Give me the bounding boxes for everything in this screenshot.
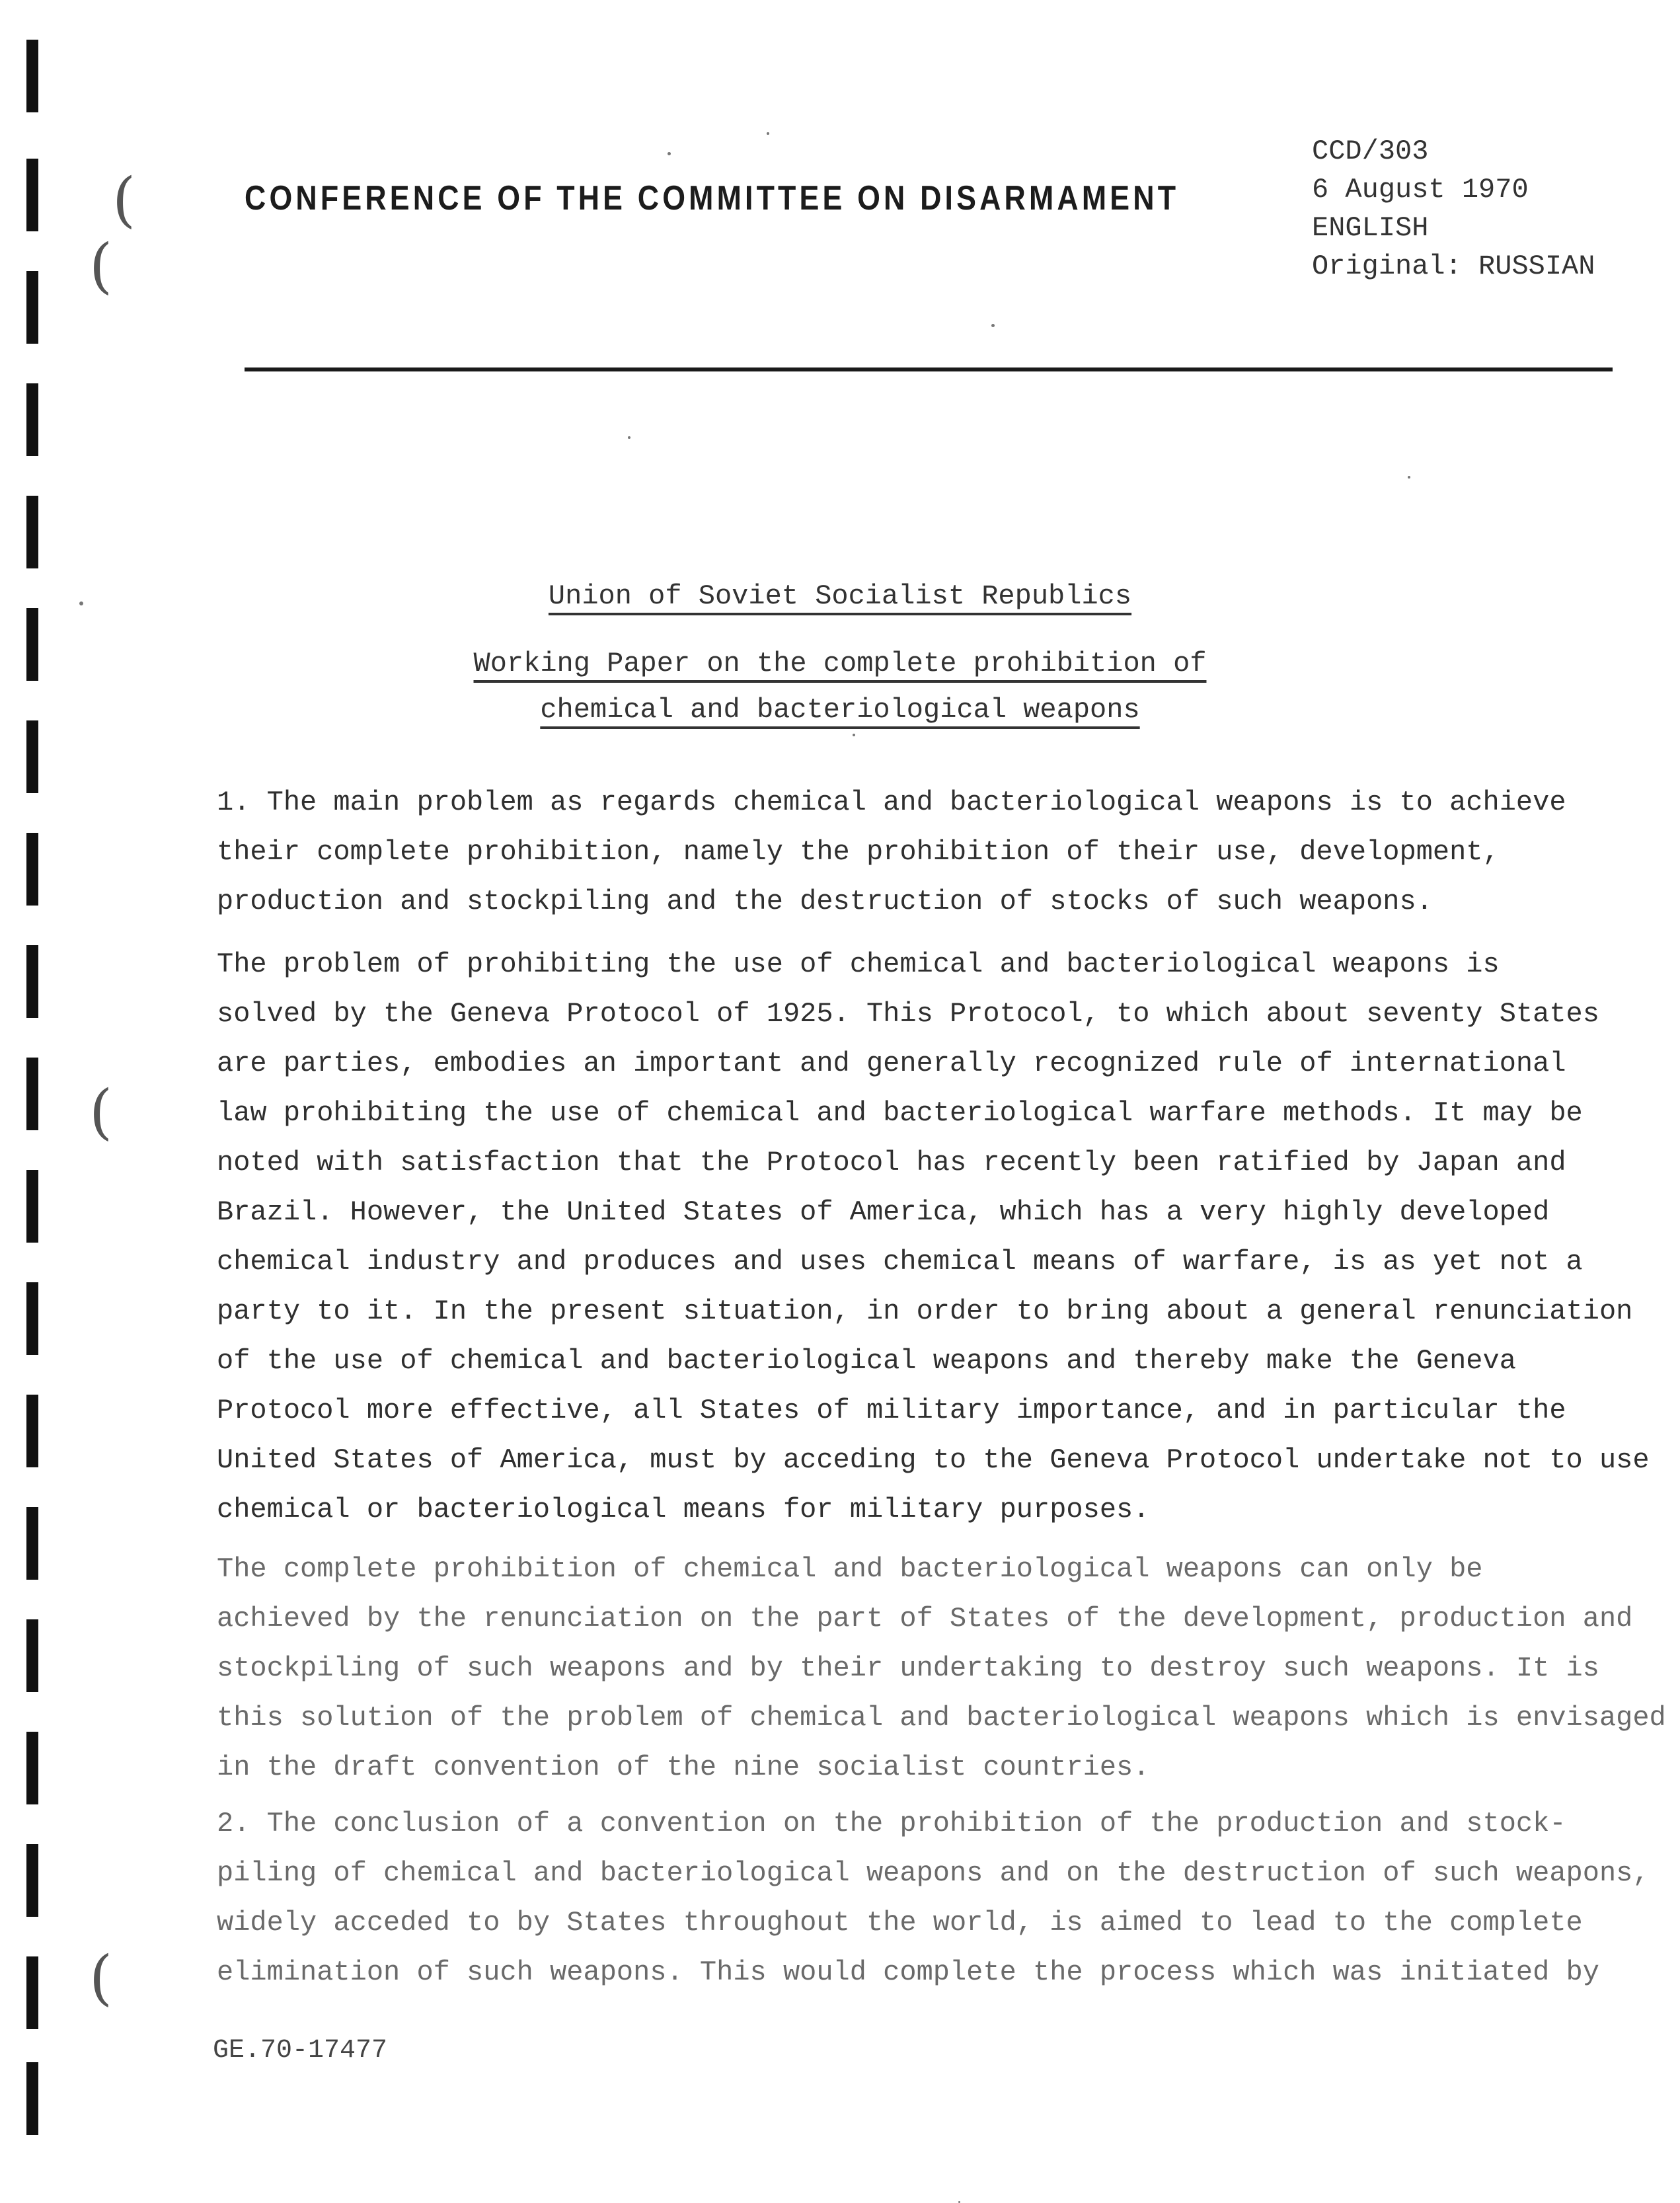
- body-line: 2. The conclusion of a convention on the prohibition of the production and stock-: [217, 1808, 1566, 1839]
- body-line: achieved by the renunciation on the part of States of the development, production and: [217, 1603, 1633, 1635]
- submitter-heading: [0, 580, 1680, 612]
- submitter-text: Union of Soviet Socialist Republics: [548, 580, 1132, 612]
- scan-speck: [853, 734, 855, 736]
- body-line: 1. The main problem as regards chemical and bacteriological weapons is to achieve: [217, 787, 1566, 818]
- paper-title-line-1: [0, 648, 1680, 679]
- scan-speck: [991, 324, 995, 327]
- document-metadata: [1312, 132, 1595, 286]
- body-line: production and stockpiling and the destruction of stocks of such weapons.: [217, 886, 1433, 917]
- paper-title-text-2: chemical and bacteriological weapons: [540, 694, 1140, 726]
- scan-mark: (: [89, 231, 113, 301]
- body-line: Protocol more effective, all States of military importance, and in particular the: [217, 1395, 1566, 1426]
- body-line: solved by the Geneva Protocol of 1925. This Protocol, to which about seventy States: [217, 998, 1599, 1030]
- scan-mark: (: [89, 1943, 113, 2013]
- scan-speck: [767, 132, 769, 135]
- body-line: The complete prohibition of chemical and bacteriological weapons can only be: [217, 1553, 1483, 1585]
- body-line: this solution of the problem of chemical and bacteriological weapons which is envisaged: [217, 1702, 1666, 1734]
- body-line: party to it. In the present situation, in order to bring about a general renunciation: [217, 1295, 1633, 1327]
- paper-title-text-1: Working Paper on the complete prohibition of: [473, 648, 1207, 679]
- body-line: of the use of chemical and bacteriological weapons and thereby make the Geneva: [217, 1345, 1516, 1377]
- body-line: Brazil. However, the United States of America, which has a very highly developed: [217, 1196, 1550, 1228]
- original-language: Original: RUSSIAN: [1312, 251, 1595, 282]
- body-line: chemical or bacteriological means for military purposes.: [217, 1494, 1150, 1526]
- paper-title-line-2: [0, 694, 1680, 726]
- scan-speck: [668, 152, 671, 155]
- body-line: piling of chemical and bacteriological weapons and on the destruction of such weapons,: [217, 1857, 1650, 1889]
- body-line: United States of America, must by acceding to the Geneva Protocol undertake not to use: [217, 1444, 1650, 1476]
- body-line: stockpiling of such weapons and by their undertaking to destroy such weapons. It is: [217, 1652, 1599, 1684]
- body-line: are parties, embodies an important and generally recognized rule of international: [217, 1048, 1566, 1079]
- body-line: law prohibiting the use of chemical and bacteriological warfare methods. It may be: [217, 1097, 1583, 1129]
- body-line: in the draft convention of the nine socialist countries.: [217, 1752, 1150, 1783]
- conference-title: CONFERENCE OF THE COMMITTEE ON DISARMAMENT: [245, 179, 1180, 217]
- footer-code: GE.70-17477: [213, 2036, 388, 2066]
- body-line: elimination of such weapons. This would complete the process which was initiated by: [217, 1956, 1599, 1988]
- scan-speck: [628, 436, 630, 439]
- header-rule: [245, 367, 1613, 371]
- body-line: their complete prohibition, namely the prohibition of their use, development,: [217, 836, 1500, 868]
- body-line: chemical industry and produces and uses chemical means of warfare, is as yet not a: [217, 1246, 1583, 1278]
- scan-mark: (: [89, 1077, 113, 1147]
- document-date: 6 August 1970: [1312, 174, 1529, 206]
- body-line: widely acceded to by States throughout the world, is aimed to lead to the complete: [217, 1907, 1583, 1939]
- scan-mark: (: [112, 165, 136, 235]
- document-number: CCD/303: [1312, 135, 1429, 167]
- body-line: noted with satisfaction that the Protocol has recently been ratified by Japan and: [217, 1147, 1566, 1179]
- body-line: The problem of prohibiting the use of chemical and bacteriological weapons is: [217, 948, 1500, 980]
- document-language: ENGLISH: [1312, 212, 1429, 244]
- scan-speck: [1408, 476, 1410, 479]
